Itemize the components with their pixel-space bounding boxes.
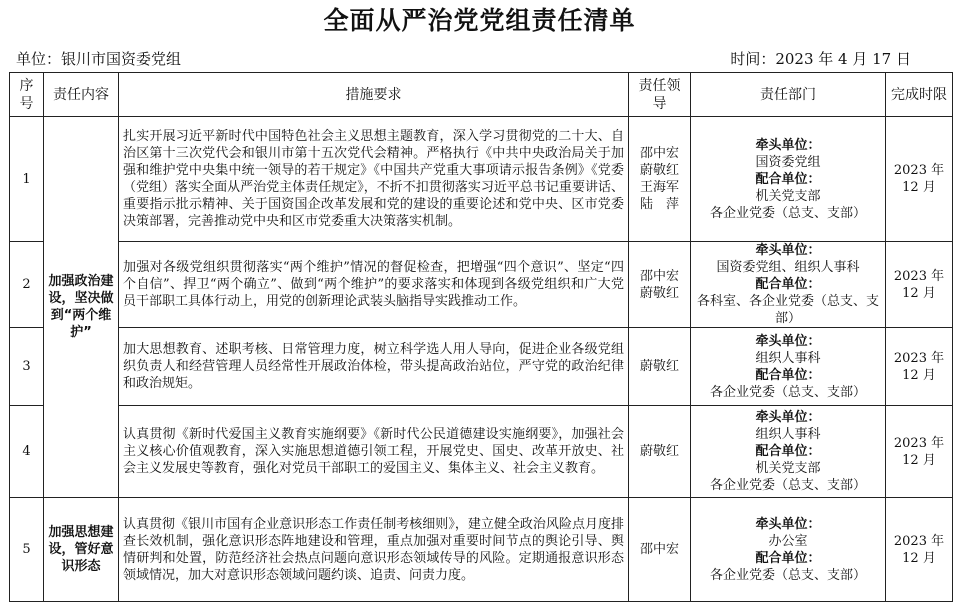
header-deadline: 完成时限 — [886, 73, 953, 117]
dept-cell — [691, 328, 886, 406]
responsibility-content: 加强政治建设，坚决做到“两个维护” — [44, 117, 119, 498]
coop-unit: 机关党支部 — [755, 461, 821, 476]
table-row — [10, 117, 953, 242]
table-header-row — [10, 73, 953, 117]
coop-unit: 各企业党委（总支、支部） — [709, 384, 866, 400]
lead-unit: 国资委党组、组织人事科 — [716, 260, 860, 275]
dept-cell — [691, 406, 886, 498]
deadline-cell: 2023 年 12 月 — [886, 328, 953, 406]
coop-unit-label: 配合单位： — [755, 550, 821, 566]
leader-name: 蔚敬红 — [639, 285, 679, 301]
responsibility-content: 加强思想建设，管好意识形态 — [44, 498, 119, 602]
lead-unit: 办公室 — [768, 533, 808, 549]
leader-name: 邵中宏 — [639, 268, 679, 284]
table-row — [10, 242, 953, 328]
coop-unit: 机关党支部 — [755, 188, 821, 204]
coop-unit: 各企业党委（总支、支部） — [709, 478, 866, 493]
leader-name: 王海军 — [639, 180, 679, 195]
coop-unit: 各企业党委（总支、支部） — [709, 567, 866, 583]
table-row — [10, 328, 953, 406]
leader-cell — [629, 117, 691, 242]
table-row — [10, 406, 953, 498]
coop-unit-label: 配合单位： — [755, 171, 821, 187]
header-measure: 措施要求 — [119, 73, 629, 117]
unit-label: 单位：银川市国资委党组 — [16, 50, 182, 68]
coop-unit-label: 配合单位： — [755, 277, 821, 292]
coop-unit-label: 配合单位： — [755, 367, 821, 383]
measure-text: 认真贯彻《银川市国有企业意识形态工作责任制考核细则》，建立健全政治风险点月度排查长效机制，强化意识形态阵地建设和管理，重点加强对重要时间节点的舆论引导、舆情研判和处置，防范经济社会热点问题向意识形态领域传导的风险。定期通报意识形态领域情况，加大对意识形态领域问题约谈、追责、问责力度。 — [119, 498, 629, 602]
deadline-cell: 2023 年 12 月 — [886, 406, 953, 498]
row-number: 1 — [10, 117, 44, 242]
leader-cell — [629, 406, 691, 498]
row-number: 5 — [10, 498, 44, 602]
deadline-cell: 2023 年 12 月 — [886, 498, 953, 602]
leader-name: 邵中宏 — [639, 542, 679, 557]
leader-cell — [629, 498, 691, 602]
coop-unit: 各企业党委（总支、支部） — [709, 205, 866, 221]
leader-cell — [629, 242, 691, 328]
header-no: 序号 — [10, 73, 44, 117]
row-number: 2 — [10, 242, 44, 328]
leader-name: 邵中宏 — [639, 146, 679, 161]
coop-unit: 各科室、各企业党委（总支、支部） — [696, 294, 879, 326]
leader-name: 蔚敬红 — [639, 444, 679, 459]
responsibility-table — [9, 72, 953, 602]
measure-text: 认真贯彻《新时代爱国主义教育实施纲要》《新时代公民道德建设实施纲要》，加强社会主义核心价值观教育，深入实施思想道德引领工程，开展党史、国史、改革开放史、社会主义发展史等教育，强化对党员干部职工的爱国主义、集体主义、社会主义教育。 — [119, 406, 629, 498]
leader-name: 蔚敬红 — [639, 163, 679, 178]
leader-name: 蔚敬红 — [639, 359, 679, 374]
header-dept: 责任部门 — [691, 73, 886, 117]
measure-text: 加大思想教育、述职考核、日常管理力度，树立科学选人用人导向，促进企业各级党组织负责人和经营管理人员经常性开展政治体检，带头提高政治站位，严守党的政治纪律和政治规矩。 — [119, 328, 629, 406]
lead-unit-label: 牵头单位： — [755, 410, 821, 425]
row-number: 4 — [10, 406, 44, 498]
deadline-cell: 2023 年 12 月 — [886, 242, 953, 328]
header-leader: 责任领导 — [629, 73, 691, 117]
lead-unit-label: 牵头单位： — [755, 137, 821, 153]
lead-unit: 组织人事科 — [755, 350, 821, 366]
row-number: 3 — [10, 328, 44, 406]
table-row — [10, 498, 953, 602]
deadline-cell: 2023 年 12 月 — [886, 117, 953, 242]
dept-cell — [691, 117, 886, 242]
lead-unit: 国资委党组 — [755, 154, 821, 170]
header-content: 责任内容 — [44, 73, 119, 117]
dept-cell — [691, 498, 886, 602]
leader-name: 陆 萍 — [639, 197, 679, 212]
lead-unit-label: 牵头单位： — [755, 516, 821, 532]
measure-text: 扎实开展习近平新时代中国特色社会主义思想主题教育，深入学习贯彻党的二十大、自治区第十三次党代会和银川市第十五次党代会精神。严格执行《中共中央政治局关于加强和维护党中央集中统一领导的若干规定》《中国共产党重大事项请示报告条例》《党委（党组）落实全面从严治党主体责任规定》，不折不扣贯彻落实习近平总书记重要讲话、重要指示批示精神、关于国资国企改革发展和党的建设的重要论述和党中央、区市党委决策部署，完善推动党中央和区市党委重大决策落实机制。 — [119, 117, 629, 242]
measure-text: 加强对各级党组织贯彻落实“两个维护”情况的督促检查，把增强“四个意识”、坚定“四个自信”、捍卫“两个确立”、做到“两个维护”的要求落实和体现到各级党组织和广大党员干部职工具体行动上，用党的创新理论武装头脑指导实践推动工作。 — [119, 242, 629, 328]
lead-unit-label: 牵头单位： — [755, 243, 821, 258]
coop-unit-label: 配合单位： — [755, 444, 821, 459]
lead-unit-label: 牵头单位： — [755, 333, 821, 349]
leader-cell — [629, 328, 691, 406]
dept-cell — [691, 242, 886, 328]
date-label: 时间：2023 年 4 月 17 日 — [730, 50, 911, 68]
lead-unit: 组织人事科 — [755, 427, 821, 442]
document-title: 全面从严治党党组责任清单 — [323, 6, 636, 35]
